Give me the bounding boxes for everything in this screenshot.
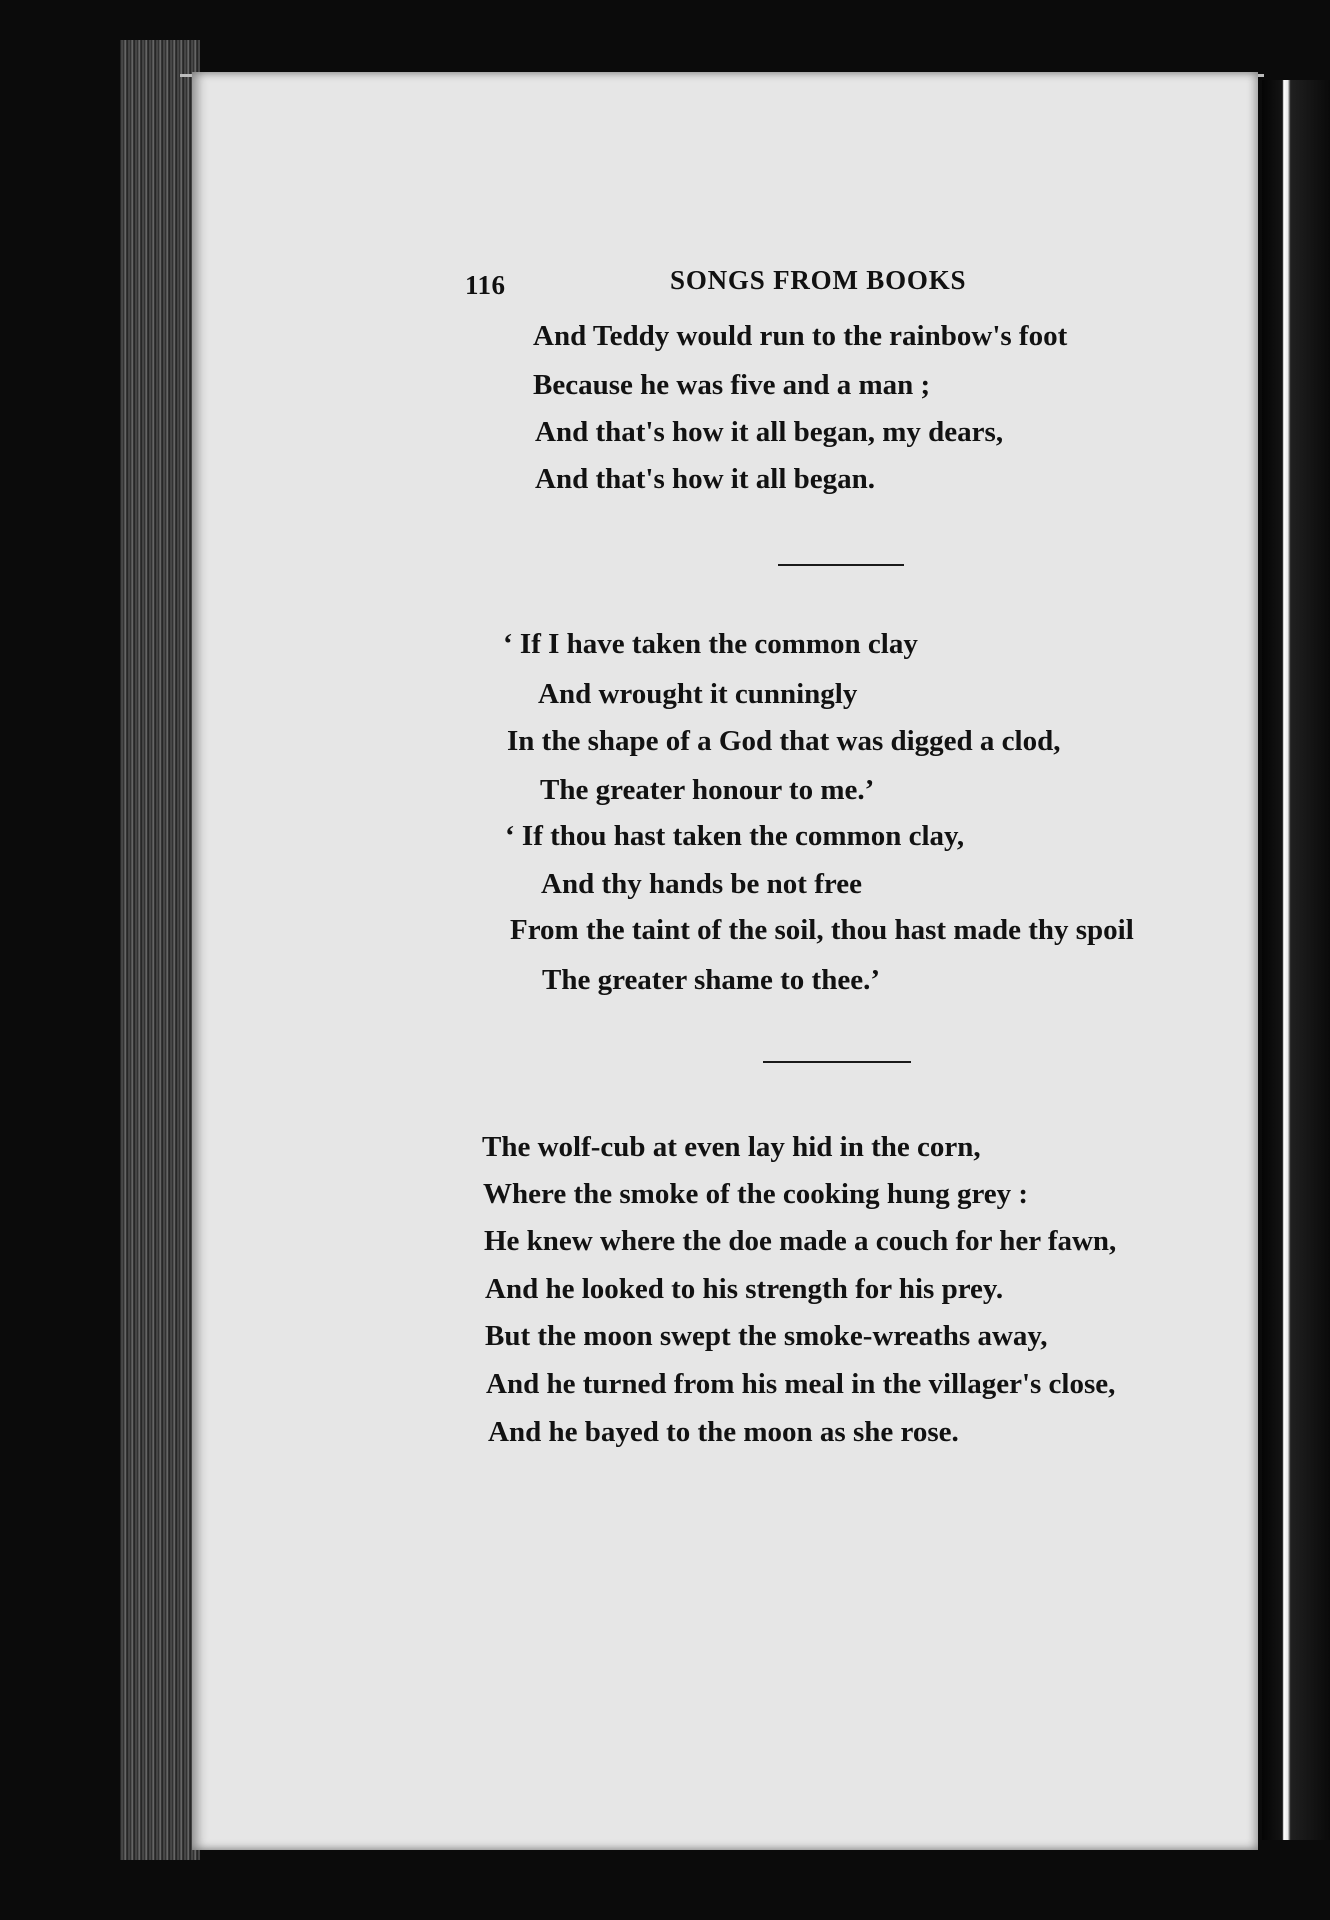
- poem-line: And he looked to his strength for his prey.: [485, 1273, 1004, 1305]
- poem-line: In the shape of a God that was digged a clod,: [507, 725, 1061, 757]
- poem-line: And Teddy would run to the rainbow's foot: [533, 320, 1068, 352]
- book-spine-edge: [120, 40, 200, 1860]
- poem-line: Because he was five and a man ;: [533, 369, 931, 401]
- section-divider: [763, 1061, 911, 1063]
- poem-line: And thy hands be not free: [541, 868, 862, 900]
- poem-line: And that's how it all began, my dears,: [535, 416, 1004, 448]
- poem-line: ‘ If I have taken the common clay: [503, 628, 918, 660]
- poem-line: From the taint of the soil, thou hast made thy spoil: [510, 914, 1134, 946]
- poem-line: The greater shame to thee.’: [542, 964, 880, 996]
- poem-line: And he bayed to the moon as she rose.: [488, 1416, 959, 1448]
- poem-line: And wrought it cunningly: [538, 678, 858, 710]
- poem-line: He knew where the doe made a couch for her fawn,: [484, 1225, 1117, 1257]
- poem-line: The greater honour to me.’: [540, 774, 875, 806]
- page-number: 116: [465, 270, 506, 300]
- running-title: SONGS FROM BOOKS: [670, 265, 967, 295]
- poem-line: ‘ If thou hast taken the common clay,: [505, 820, 965, 852]
- poem-line: And that's how it all began.: [535, 463, 876, 495]
- poem-line: But the moon swept the smoke-wreaths away,: [485, 1320, 1048, 1352]
- section-divider: [778, 564, 904, 566]
- poem-line: The wolf-cub at even lay hid in the corn,: [482, 1131, 981, 1163]
- poem-line: Where the smoke of the cooking hung grey :: [483, 1178, 1029, 1210]
- poem-line: And he turned from his meal in the villager's close,: [486, 1368, 1116, 1400]
- facing-page-edge: [1262, 80, 1330, 1840]
